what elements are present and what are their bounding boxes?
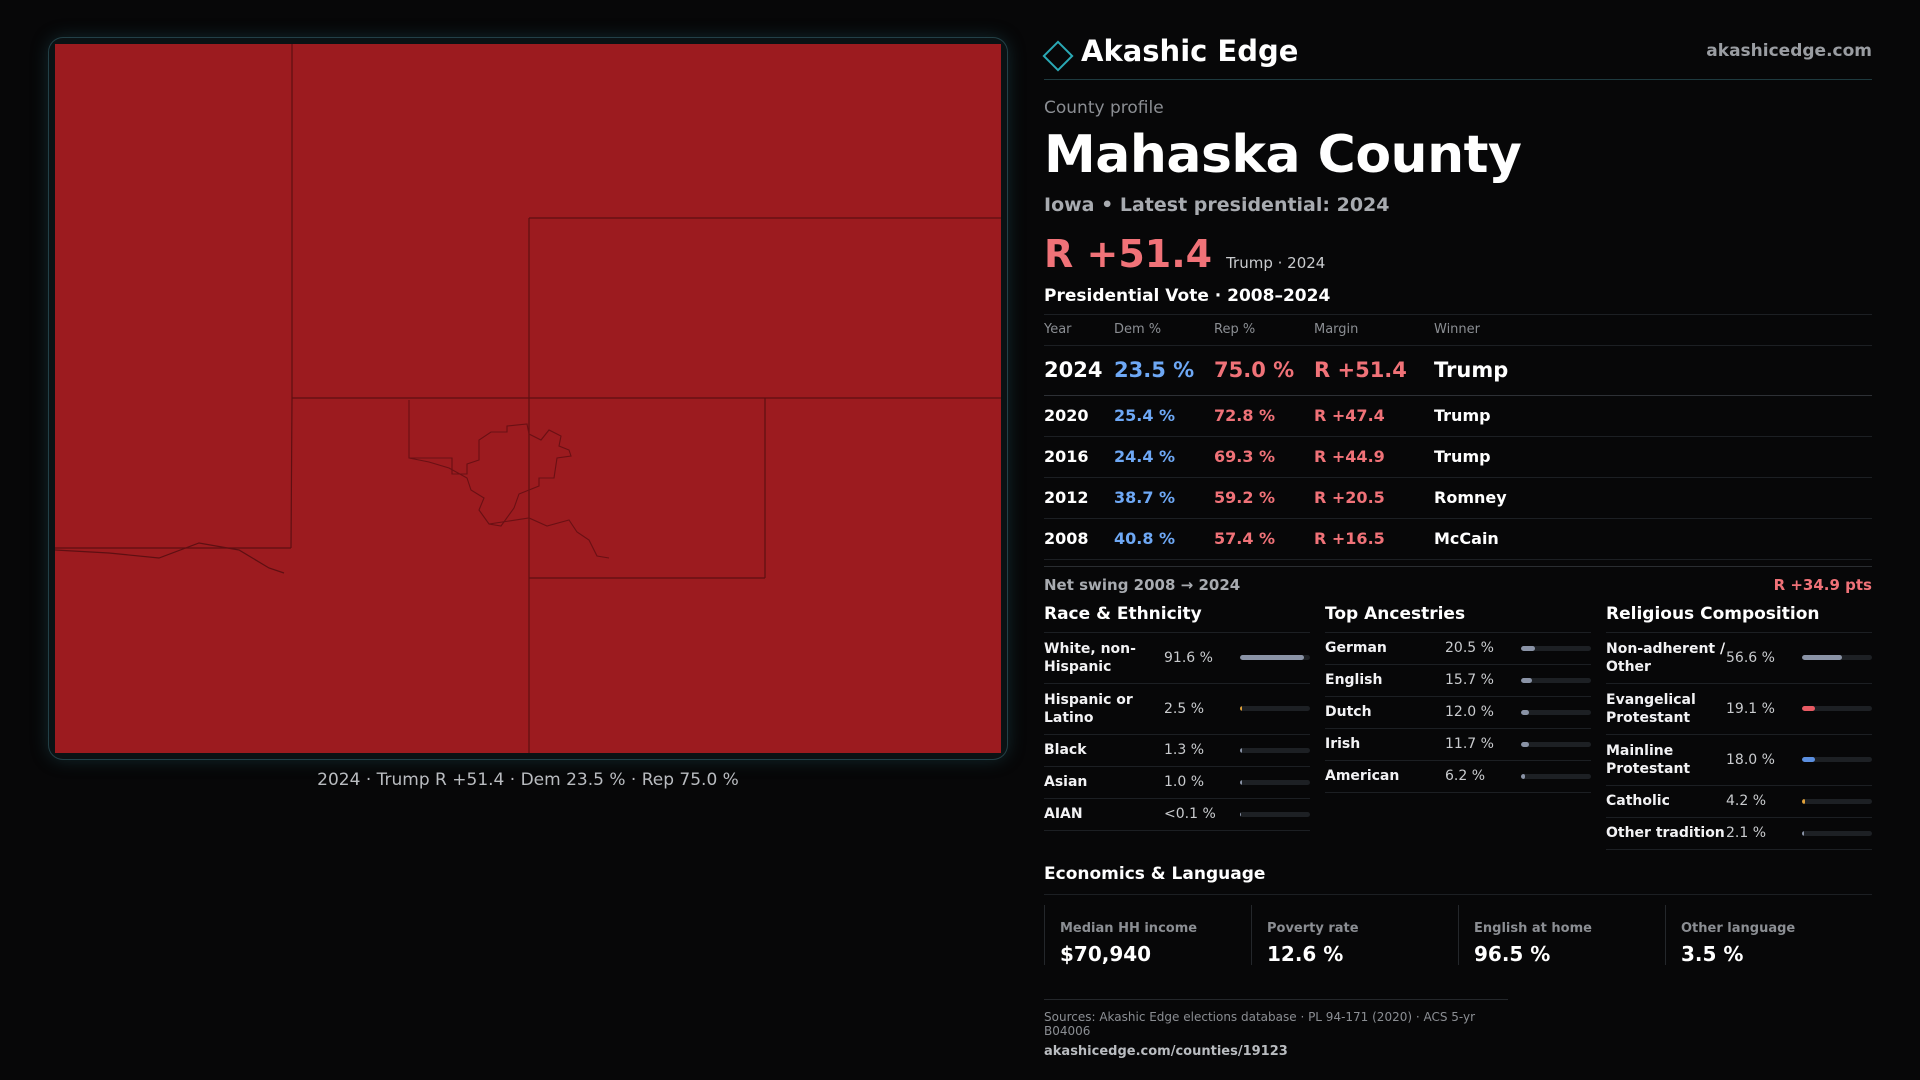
cell-winner: Trump (1434, 345, 1872, 395)
cell-dem: 23.5 % (1114, 345, 1214, 395)
map-caption: 2024 · Trump R +51.4 · Dem 23.5 % · Rep 75.0 % (317, 770, 739, 790)
header-margin: Margin (1314, 315, 1434, 345)
stat-card (1665, 905, 1872, 965)
table-row[interactable] (1044, 518, 1872, 559)
demographic-label: English (1325, 672, 1383, 688)
cell-winner: McCain (1434, 518, 1872, 559)
header-rep: Rep % (1214, 315, 1314, 345)
demographic-row (1044, 799, 1310, 831)
demographic-value: 19.1 % (1726, 700, 1775, 717)
demographic-row (1044, 767, 1310, 799)
demographic-bar-fill (1802, 655, 1842, 660)
brand-name: Akashic Edge (1081, 34, 1299, 68)
demographic-bar (1802, 757, 1872, 762)
cell-rep: 72.8 % (1214, 395, 1314, 436)
demographic-row (1325, 633, 1591, 665)
cell-winner: Trump (1434, 436, 1872, 477)
religion-title: Religious Composition (1606, 604, 1872, 633)
demographics-grid (1044, 604, 1872, 850)
sources-footer (1044, 999, 1508, 1059)
demographic-bar (1521, 742, 1591, 747)
vote-table (1044, 315, 1872, 560)
demographic-bar-fill (1521, 710, 1529, 715)
demographic-row (1325, 697, 1591, 729)
demographic-bar (1240, 655, 1310, 660)
demographic-value: 6.2 % (1445, 768, 1486, 784)
stat-label: Poverty rate (1267, 920, 1359, 936)
demographic-bar (1802, 831, 1872, 836)
cell-dem: 24.4 % (1114, 436, 1214, 477)
demographic-bar-fill (1802, 706, 1815, 711)
demographic-label: Irish (1325, 736, 1361, 752)
demographic-bar-fill (1521, 678, 1532, 683)
cell-year: 2024 (1044, 345, 1114, 395)
county-profile-panel (1044, 30, 1872, 1059)
header-year: Year (1044, 315, 1114, 345)
demographic-label: German (1325, 640, 1387, 656)
demographic-bar (1802, 799, 1872, 804)
demographic-value: 11.7 % (1445, 736, 1494, 752)
stat-value: 96.5 % (1474, 941, 1551, 966)
demographic-bar-fill (1240, 748, 1242, 753)
demographic-label: Black (1044, 742, 1087, 758)
demographic-label: Other tradition (1606, 825, 1725, 841)
demographic-bar-fill (1521, 646, 1535, 651)
demographic-label: American (1325, 768, 1400, 784)
demographic-value: 15.7 % (1445, 672, 1494, 688)
demographic-value: 2.5 % (1164, 700, 1205, 717)
cell-year: 2016 (1044, 436, 1114, 477)
net-swing (1044, 566, 1872, 598)
cell-rep: 75.0 % (1214, 345, 1314, 395)
brand-header (1044, 30, 1872, 80)
demographic-bar (1240, 748, 1310, 753)
cell-margin: R +47.4 (1314, 395, 1434, 436)
headline-note: Trump · 2024 (1226, 254, 1326, 272)
demographic-bar (1521, 710, 1591, 715)
cell-rep: 59.2 % (1214, 477, 1314, 518)
religion-section (1606, 604, 1872, 850)
demographic-value: 91.6 % (1164, 649, 1213, 666)
demographic-label: Asian (1044, 774, 1088, 790)
demographic-row (1044, 633, 1310, 684)
diamond-icon (1042, 40, 1073, 71)
stat-card (1044, 905, 1251, 965)
county-map[interactable] (49, 38, 1007, 759)
demographic-label: Hispanic or Latino (1044, 691, 1133, 726)
cell-margin: R +20.5 (1314, 477, 1434, 518)
cell-dem: 25.4 % (1114, 395, 1214, 436)
sources-url-link[interactable]: akashicedge.com/counties/19123 (1044, 1043, 1288, 1059)
stat-value: $70,940 (1060, 941, 1152, 966)
table-row[interactable] (1044, 477, 1872, 518)
economics-title: Economics & Language (1044, 864, 1872, 895)
header-dem: Dem % (1114, 315, 1214, 345)
cell-margin: R +44.9 (1314, 436, 1434, 477)
cell-winner: Trump (1434, 395, 1872, 436)
demographic-value: 18.0 % (1726, 751, 1775, 768)
cell-dem: 38.7 % (1114, 477, 1214, 518)
stat-card (1458, 905, 1665, 965)
demographic-bar (1802, 655, 1872, 660)
demographic-bar (1240, 812, 1310, 817)
cell-year: 2012 (1044, 477, 1114, 518)
race-title: Race & Ethnicity (1044, 604, 1310, 633)
demographic-label: AIAN (1044, 806, 1083, 822)
sources-text: Sources: Akashic Edge elections database · PL 94-171 (2020) · ACS 5-yr B04006 (1044, 1009, 1476, 1038)
demographic-row (1044, 684, 1310, 735)
race-section (1044, 604, 1310, 850)
headline-margin: R +51.4 (1044, 232, 1213, 276)
stat-label: English at home (1474, 920, 1592, 936)
demographic-bar (1521, 774, 1591, 779)
demographic-bar (1521, 678, 1591, 683)
demographic-bar-fill (1240, 780, 1242, 785)
net-swing-label: Net swing 2008 → 2024 (1044, 575, 1241, 594)
demographic-label: Non-adherent / Other (1606, 640, 1726, 675)
ancestry-title: Top Ancestries (1325, 604, 1591, 633)
demographic-value: 1.3 % (1164, 742, 1205, 758)
demographic-row (1606, 786, 1872, 818)
brand-url-link[interactable]: akashicedge.com (1706, 41, 1872, 61)
cell-rep: 57.4 % (1214, 518, 1314, 559)
demographic-bar-fill (1802, 799, 1805, 804)
demographic-bar-fill (1521, 774, 1525, 779)
table-row[interactable] (1044, 395, 1872, 436)
profile-eyebrow: County profile (1044, 98, 1164, 118)
demographic-bar (1521, 646, 1591, 651)
demographic-label: Dutch (1325, 704, 1372, 720)
demographic-bar (1802, 706, 1872, 711)
cell-margin: R +16.5 (1314, 518, 1434, 559)
demographic-row (1606, 818, 1872, 850)
cell-year: 2020 (1044, 395, 1114, 436)
ancestry-section (1325, 604, 1591, 850)
demographic-row (1044, 735, 1310, 767)
cell-dem: 40.8 % (1114, 518, 1214, 559)
demographic-label: Catholic (1606, 793, 1670, 809)
page-title: Mahaska County (1044, 125, 1522, 185)
county-map-svg (49, 38, 1007, 759)
demographic-bar-fill (1802, 831, 1804, 836)
demographic-bar-fill (1240, 812, 1241, 817)
cell-winner: Romney (1434, 477, 1872, 518)
vote-table-header (1044, 315, 1872, 345)
table-row[interactable] (1044, 345, 1872, 395)
demographic-row (1606, 735, 1872, 786)
stat-value: 3.5 % (1681, 941, 1744, 966)
economics-grid (1044, 905, 1872, 965)
demographic-row (1325, 761, 1591, 793)
demographic-bar-fill (1802, 757, 1815, 762)
demographic-row (1606, 684, 1872, 735)
cell-year: 2008 (1044, 518, 1114, 559)
demographic-bar (1240, 706, 1310, 711)
demographic-label: Evangelical Protestant (1606, 691, 1696, 726)
header-winner: Winner (1434, 315, 1872, 345)
cell-rep: 69.3 % (1214, 436, 1314, 477)
stat-label: Median HH income (1060, 920, 1198, 936)
county-subtitle: Iowa • Latest presidential: 2024 (1044, 194, 1390, 216)
stat-label: Other language (1681, 920, 1796, 936)
net-swing-value: R +34.9 pts (1773, 575, 1872, 594)
table-row[interactable] (1044, 436, 1872, 477)
demographic-value: 56.6 % (1726, 649, 1775, 666)
headline-result (1044, 228, 1872, 276)
vote-table-title: Presidential Vote · 2008–2024 (1044, 286, 1872, 315)
demographic-value: 2.1 % (1726, 825, 1767, 841)
stat-value: 12.6 % (1267, 941, 1344, 966)
demographic-value: <0.1 % (1164, 806, 1216, 822)
stat-card (1251, 905, 1458, 965)
demographic-value: 12.0 % (1445, 704, 1494, 720)
demographic-row (1325, 729, 1591, 761)
demographic-bar-fill (1521, 742, 1529, 747)
demographic-bar-fill (1240, 655, 1304, 660)
demographic-row (1325, 665, 1591, 697)
demographic-bar (1240, 780, 1310, 785)
cell-margin: R +51.4 (1314, 345, 1434, 395)
demographic-row (1606, 633, 1872, 684)
demographic-bar-fill (1240, 706, 1242, 711)
demographic-value: 1.0 % (1164, 774, 1205, 790)
demographic-label: White, non-Hispanic (1044, 640, 1136, 675)
demographic-value: 4.2 % (1726, 793, 1767, 809)
demographic-label: Mainline Protestant (1606, 742, 1691, 777)
demographic-value: 20.5 % (1445, 640, 1494, 656)
